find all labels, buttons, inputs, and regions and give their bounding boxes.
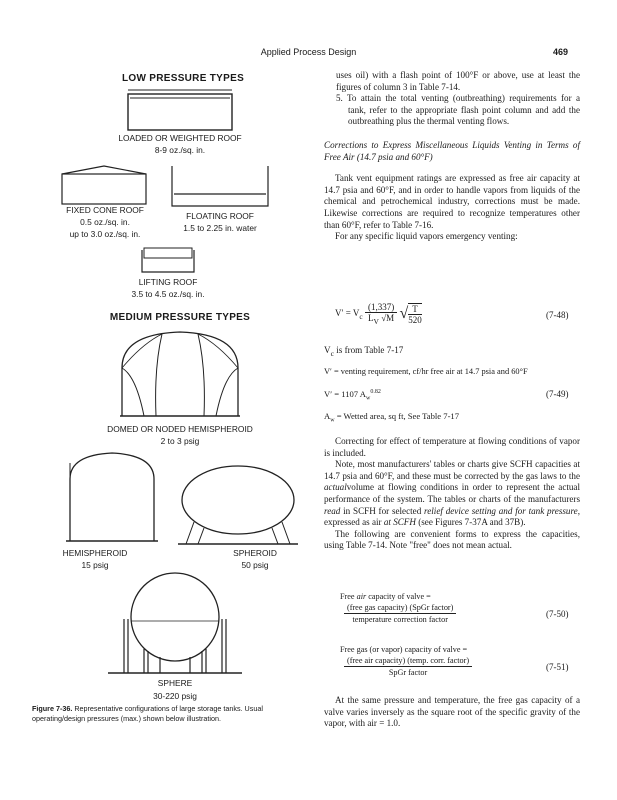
list-item-5: 5. To attain the total venting (outbreathing) requirements for a tank, refer to the appropriate flash point column and add the outbreathing plus the thermal venting flows. <box>336 93 580 127</box>
vc-sub: c <box>330 348 334 358</box>
fixed-cone-roof-illustration <box>60 164 148 206</box>
equation-7-49 <box>324 389 381 402</box>
para-following: The following are convenient forms to express the capacities, using Table 7-14. Note "free" does not mean actual. <box>324 528 580 551</box>
aw-rest: = Wetted area, sq ft, See Table 7-17 <box>334 411 460 421</box>
aw-definition <box>324 411 459 424</box>
note-italic-3: relief device setting and for tank pressure <box>424 505 578 516</box>
aw-symbol: A <box>324 411 331 421</box>
figure-caption <box>32 704 282 724</box>
eq748-lhs: V′ = V <box>335 307 360 318</box>
eq749-sub: w <box>365 395 371 402</box>
eq750-lead-2: capacity of valve = <box>366 592 431 601</box>
eq751-fraction <box>344 655 472 678</box>
fixed-cone-roof-pressure-2: up to 3.0 oz./sq. in. <box>69 229 141 239</box>
running-header: Applied Process Design <box>260 47 357 57</box>
equation-7-48: $V' = V_c$ $\frac{(1,337)}{L_V √M}$ √ $\frac{T}{520}$ <box>335 302 422 326</box>
note-part-2: volume at flowing conditions in order to represent the actual performance of the system. The tables or charts of the manufacturers <box>324 482 580 504</box>
sphere-illustration <box>100 569 250 677</box>
hemispheroid-illustration <box>64 449 160 545</box>
domed-name: DOMED OR NODED HEMISPHEROID <box>107 424 253 434</box>
para-any: For any specific liquid vapors emergency venting: <box>335 231 518 242</box>
eq750-number: (7-50) <box>546 609 569 619</box>
eq750-lead <box>340 591 456 602</box>
note-part-4: , expressed as air <box>324 505 580 528</box>
eq750-lead-italic: air <box>356 592 367 601</box>
text-column-3 <box>324 695 580 730</box>
eq748-denominator <box>365 313 397 326</box>
equation-7-50 <box>340 591 456 625</box>
aw-sub: w <box>330 417 335 424</box>
fixed-cone-roof-pressure-1: 0.5 oz./sq. in. <box>80 217 130 227</box>
eq748-den-sub: V <box>373 316 379 326</box>
caption-text: Representative configurations of large storage tanks. Usual operating/design pressures (max.) shown below illustration. <box>32 704 263 723</box>
eq750-lead-1: Free <box>340 592 357 601</box>
eq751-denominator: SpGr factor <box>388 668 428 677</box>
eq750-fraction <box>344 602 456 625</box>
fixed-cone-roof-name: FIXED CONE ROOF <box>66 205 144 215</box>
low-pressure-heading: LOW PRESSURE TYPES <box>121 73 245 84</box>
loaded-roof-tank-illustration <box>120 86 240 132</box>
section-subhead: Corrections to Express Miscellaneous Liquids Venting in Terms of Free Air (14.7 psia and 60°F) <box>324 139 580 162</box>
note-part-5: (see Figures 7-37A and 37B). <box>415 517 526 528</box>
loaded-roof-pressure: 8-9 oz./sq. in. <box>154 145 206 155</box>
sphere-name: SPHERE <box>157 678 193 688</box>
domed-pressure: 2 to 3 psig <box>160 436 200 446</box>
floating-roof-illustration <box>170 164 270 208</box>
note-italic-4: at SCFH <box>383 517 416 528</box>
loaded-roof-name: LOADED OR WEIGHTED ROOF <box>118 133 242 143</box>
eq748-numerator: (1,337) <box>365 302 397 313</box>
eq748-number: (7-48) <box>546 310 569 320</box>
spheroid-illustration <box>176 462 300 548</box>
lifting-roof-pressure: 3.5 to 4.5 oz./sq. in. <box>131 289 205 299</box>
text-column-2 <box>324 436 580 552</box>
eq748-sqrt-num: T <box>408 304 422 315</box>
eq748-lhs-sub: c <box>359 311 363 321</box>
para-correct: Correcting for effect of temperature at flowing conditions of vapor is included. <box>324 436 580 458</box>
eq751-lead: Free gas (or vapor) capacity of valve = <box>340 645 468 654</box>
vprime-definition: V′ = venting requirement, cf/hr free air at 14.7 psia and 60°F <box>324 367 528 376</box>
spheroid-name: SPHEROID <box>233 548 277 558</box>
page-number: 469 <box>553 47 569 57</box>
para-top: uses oil) with a flash point of 100°F or above, use at least the figures of column 3 in Table 7-14. <box>336 70 580 92</box>
vc-rest: is from Table 7-17 <box>333 345 404 355</box>
para-note <box>324 459 580 529</box>
lifting-roof-name: LIFTING ROOF <box>138 277 198 287</box>
note-italic-1: actual <box>324 482 347 493</box>
eq749-lhs: V′ = 1107 A <box>324 389 366 399</box>
eq748-fraction <box>365 302 397 326</box>
hemispheroid-pressure: 15 psig <box>81 560 109 570</box>
sphere-pressure: 30-220 psig <box>153 691 197 701</box>
eq750-denominator: temperature correction factor <box>352 615 448 624</box>
eq748-sqrt-fraction <box>408 303 422 325</box>
domed-hemispheroid-illustration <box>112 328 248 420</box>
lifting-roof-illustration <box>138 246 198 274</box>
eq751-number: (7-51) <box>546 662 569 672</box>
spheroid-pressure: 50 psig <box>241 560 269 570</box>
text-column <box>324 70 580 243</box>
floating-roof-name: FLOATING ROOF <box>186 211 254 221</box>
eq748-sqrt-den: 520 <box>408 314 422 325</box>
medium-pressure-heading: MEDIUM PRESSURE TYPES <box>109 312 251 323</box>
eq749-number: (7-49) <box>546 389 569 399</box>
floating-roof-pressure: 1.5 to 2.25 in. water <box>183 223 257 233</box>
eq749-sup: 0.82 <box>370 389 381 396</box>
eq751-numerator: (free air capacity) (temp. corr. factor) <box>344 655 472 667</box>
eq748-den-r: √M <box>381 313 395 323</box>
para-vent: Tank vent equipment ratings are expressed as free air capacity at 14.7 psia and 60°F, and in order to handle vapors from liquids of the chemical and petrochemical industry, corrections must be made. Likewise corrections are required to recognize temperatures other than 60°F, refer to Table 7-16. <box>324 173 580 230</box>
hemispheroid-name: HEMISPHEROID <box>62 548 128 558</box>
note-part-1: Note, most manufacturers' tables or charts give SCFH capacities at 14.7 psia and 60°F, and these must be corrected by the gas laws to the <box>324 459 580 481</box>
eq748-den-l: L <box>368 313 374 323</box>
vc-definition <box>324 345 403 358</box>
note-italic-2: read <box>324 505 341 516</box>
equation-7-51 <box>340 644 472 678</box>
caption-label: Figure 7-36. <box>32 704 73 713</box>
note-part-3: in SCFH for selected <box>340 505 425 516</box>
eq750-numerator: (free gas capacity) (SpGr factor) <box>344 602 456 614</box>
para-final: At the same pressure and temperature, the free gas capacity of a valve varies inversely as the square root of the specific gravity of the vapor, with air = 1.0. <box>324 695 580 729</box>
vc-symbol: V <box>324 345 331 355</box>
